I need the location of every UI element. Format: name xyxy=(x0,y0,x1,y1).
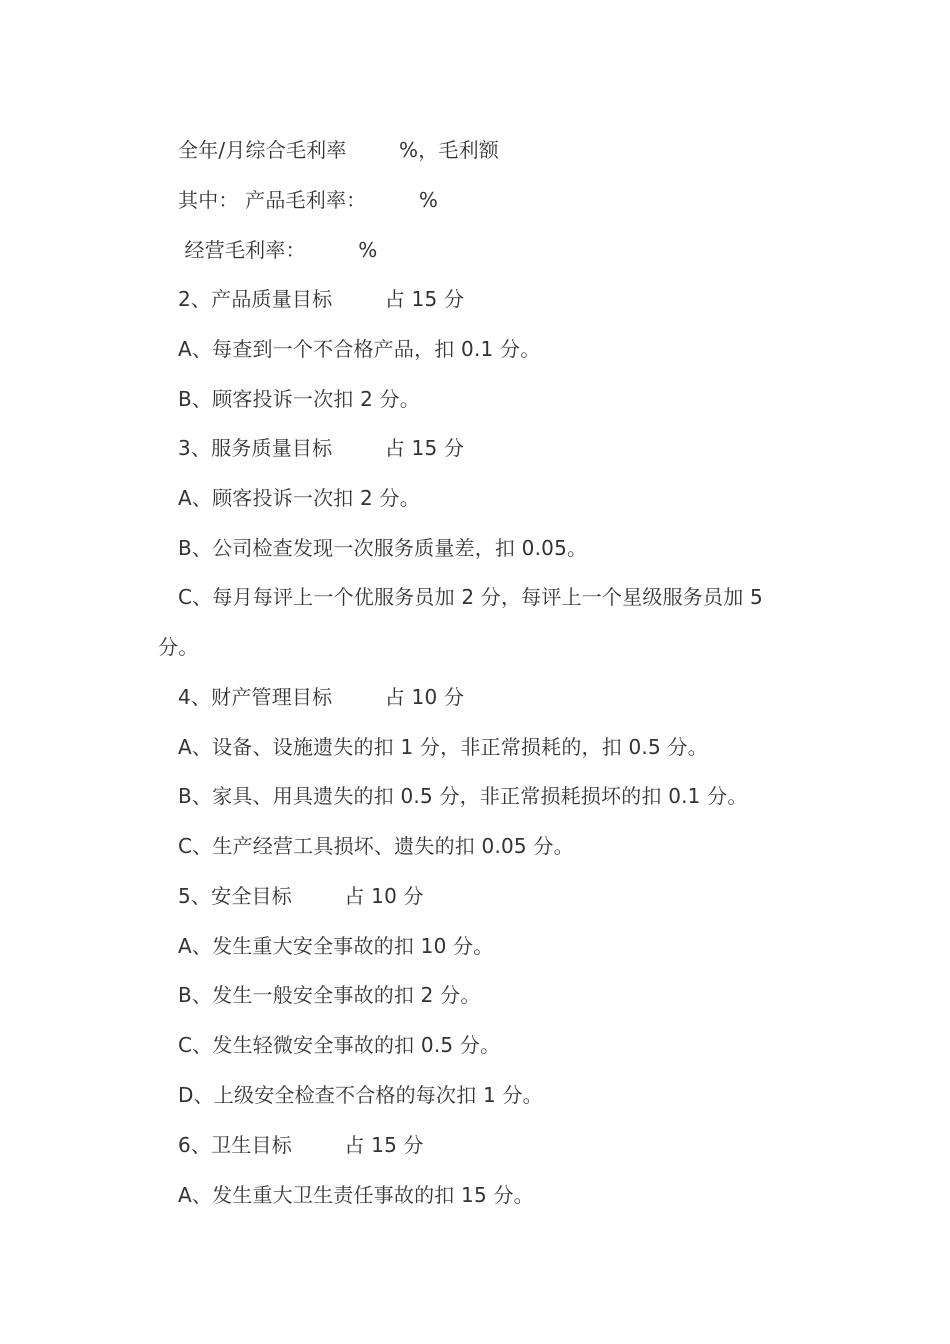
list-item: D、上级安全检查不合格的每次扣 1 分。 xyxy=(178,1083,543,1107)
section-heading-service-quality: 3、服务质量目标 占 15 分 xyxy=(178,436,465,460)
list-item-continuation: 分。 xyxy=(158,635,199,659)
section-heading-hygiene: 6、卫生目标 占 15 分 xyxy=(178,1133,424,1157)
list-item: A、设备、设施遗失的扣 1 分，非正常损耗的，扣 0.5 分。 xyxy=(178,735,708,759)
section-heading-property-management: 4、财产管理目标 占 10 分 xyxy=(178,685,465,709)
list-item: A、发生重大安全事故的扣 10 分。 xyxy=(178,934,494,958)
list-item: A、发生重大卫生责任事故的扣 15 分。 xyxy=(178,1183,534,1207)
list-item: A、顾客投诉一次扣 2 分。 xyxy=(178,486,420,510)
section-heading-product-quality: 2、产品质量目标 占 15 分 xyxy=(178,287,465,311)
list-item: C、发生轻微安全事故的扣 0.5 分。 xyxy=(178,1033,501,1057)
product-margin-line: 其中： 产品毛利率： % xyxy=(178,188,439,212)
list-item: C、每月每评上一个优服务员加 2 分，每评上一个星级服务员加 5 xyxy=(178,585,763,609)
list-item: A、每查到一个不合格产品，扣 0.1 分。 xyxy=(178,337,541,361)
operating-margin-line: 经营毛利率： % xyxy=(178,238,378,262)
gross-margin-line: 全年/月综合毛利率 %，毛利额 xyxy=(178,138,500,162)
list-item: B、顾客投诉一次扣 2 分。 xyxy=(178,387,420,411)
list-item: C、生产经营工具损坏、遗失的扣 0.05 分。 xyxy=(178,834,574,858)
list-item: B、公司检查发现一次服务质量差，扣 0.05。 xyxy=(178,536,588,560)
list-item: B、家具、用具遗失的扣 0.5 分，非正常损耗损坏的扣 0.1 分。 xyxy=(178,784,748,808)
section-heading-safety: 5、安全目标 占 10 分 xyxy=(178,884,424,908)
list-item: B、发生一般安全事故的扣 2 分。 xyxy=(178,983,481,1007)
